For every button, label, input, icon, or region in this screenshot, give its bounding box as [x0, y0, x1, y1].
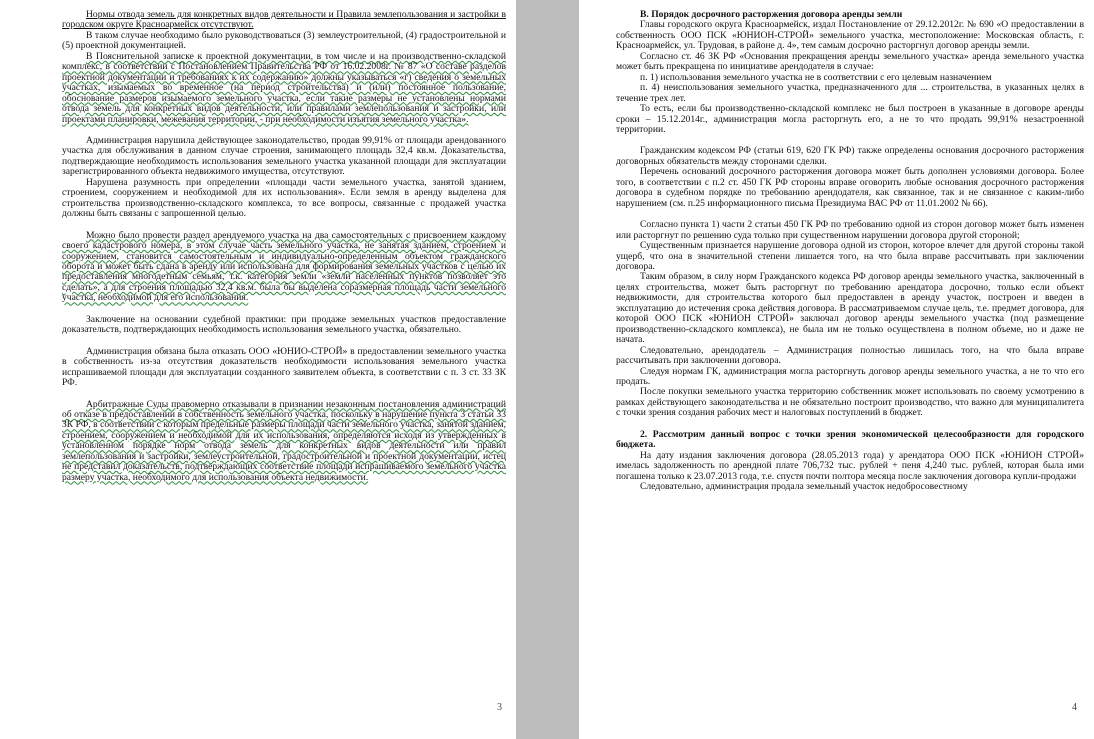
paragraph: Администрация обязана была отказать ООО «ЮНИО-СТРОЙ» в предоставлении земельного участка в собственность из-за отсутствия доказательств необходимости использования земельного участка испрашиваемой площади для эксплуатации созданного заявителем объекта, в соответствии с п. 3 ст. 33 ЗК РФ. — [62, 345, 506, 389]
paragraph: Нарушена разумность при определении «площади части земельного участка, занятой зданием, строением, сооружением и необходимой для их использования». Если земля в аренду выделена для строительства производственно-складского комплекса, то все вопросы, связанные с продажей участка должны быть связаны с запрошенной целью. — [62, 176, 506, 220]
section-heading: 2. Рассмотрим данный вопрос с точки зрения экономической целесообразности для городского бюджета. — [616, 428, 1084, 451]
paragraph: Согласно пункта 1) части 2 статьи 450 ГК РФ по требованию одной из сторон договор может быть изменен или расторгнут по решению суда только при существенном нарушении договора другой стороной; — [616, 219, 1084, 241]
paragraph: п. 1) использования земельного участка не в соответствии с его целевым назначением — [640, 71, 992, 83]
page-3 — [0, 0, 516, 739]
paragraph: Существенным признается нарушение договора одной из сторон, которое влечет для другой стороны такой ущерб, что она в значительной степени лишается того, на что была вправе рассчитывать при заключении договора. — [616, 240, 1084, 272]
page-4-body — [616, 10, 1084, 492]
paragraph: Следовательно, администрация продала земельный участок недобросовестному — [640, 481, 968, 493]
paragraph: Гражданским кодексом РФ (статьи 619, 620 ГК РФ) также определены основания досрочного расторжения договорных обязательств между сторонами сделки. — [616, 145, 1084, 167]
paragraph: На дату издания заключения договора (28.05.2013 года) у арендатора ООО ПСК «ЮНИОН СТРОЙ» имелась задолженность по арендной плате 706,732 тыс. рублей + пеня 4,240 тыс. рублей, которая была ими погашена только к 23.07.2013 года, т.е. спустя почти полтора месяца после заключения договора купли-продажи — [616, 449, 1084, 482]
paragraph: Главы городского округа Красноармейск, издал Постановление от 29.12.2012г. № 690 «О предоставлении в собственность ООО ПСК «ЮНИОН-СТРОЙ» земельного участка, местоположение: Московская область, г. Красноармейск, ул. Трудовая, в районе д. 4», тем самым досрочно расторгнул договор аренды земли. — [616, 19, 1084, 52]
paragraph: Таким образом, в силу норм Гражданского кодекса РФ договор аренды земельного участка, заключенный в целях строительства, может быть расторгнут по требованию арендатора досрочно, только если объект недвижимости, для строительства которого был предоставлен в аренду участок, построен и введен в эксплуатацию до истечения срока действия договора. В рассматриваемом случае цель, т.е. предмет договора, для которой ООО ПСК «ЮНИОН СТРОЙ» заключал договор аренды земельного участка (под размещение производственно-складского комплекса), не была им не только осуществлена в полном объеме, но и даже не начата. — [616, 271, 1084, 346]
page-gap — [516, 0, 579, 739]
page-3-body — [62, 10, 506, 483]
paragraph: Заключение на основании судебной практики: при продаже земельных участков предоставление доказательств, подтверждающих необходимость использования земельного участка, обязательно. — [62, 313, 506, 336]
paragraph: Нормы отвода земель для конкретных видов деятельности и Правила землепользования и застройки в городском округе Красноармейск отсутствуют. — [62, 9, 506, 31]
paragraph-gap — [62, 389, 506, 400]
paragraph: Перечень оснований досрочного расторжения договора может быть дополнен условиями договора. Более того, в соответствии с п.2 ст. 450 ГК РФ стороны вправе оговорить любые основания досрочного расторжения договора в судебном порядке по требованию арендодателя, как связанное, так и не связанное с каким-либо нарушением (см. п.25 информационного письма Президиума ВАС РФ от 11.01.2002 № 66). — [616, 166, 1084, 209]
paragraph: Согласно ст. 46 ЗК РФ «Основания прекращения аренды земельного участка» аренда земельного участка может быть прекращена по инициативе арендодателя в случае: — [616, 50, 1084, 73]
page-number: 4 — [1072, 701, 1077, 713]
paragraph: После покупки земельного участка территорию собственник может использовать по своему усмотрению в рамках действующего законодательства и не обязательно построит производство, что важно для муниципалитета с точки зрения создания рабочих мест и налоговых поступлений в бюджет. — [616, 386, 1084, 419]
page-number: 3 — [497, 701, 502, 713]
paragraph: В таком случае необходимо было руководствоваться (3) землеустроительной, (4) градостроительной и (5) проектной документацией. — [62, 29, 506, 52]
paragraph-gap — [62, 220, 506, 231]
paragraph: Можно было провести раздел арендуемого участка на два самостоятельных с присвоением каждому своего кадастрового номера, в этом случае часть земельного участка, не занятая зданием, строением и сооружением, становится самостоятельным и индивидуально-определенным объектом гражданского оборота и может быть сдана в аренду или использована для формирования земельных участков с целью их предоставления многодетным семьям, т.к. категория земли «земли населенных пунктов позволяет это сделать», а для строения площадью 32,4 кв.м. была бы выделена соразмерная площадь части земельного участка, необходимой для его использования. — [62, 229, 506, 304]
paragraph: п. 4) неиспользования земельного участка, предназначенного для ... строительства, в указанных целях в течение трех лет. — [616, 82, 1084, 104]
paragraph: Следовательно, арендодатель – Администрация полностью лишилась того, на что была вправе рассчитывать при заключении договора. — [616, 344, 1084, 367]
section-heading: В. Порядок досрочного расторжения договора аренды земли — [640, 9, 903, 20]
paragraph: В Пояснительной записке к проектной документации, в том числе и на производственно-складской комплекс, в соответствии с Постановлением Правительства РФ от 16.02.2008г. № 87 «О составе разделов проектной документации и требованиях к их содержанию» должны указываться «г) сведения о земельных участках, изымаемых во временное (на период строительства) и (или) постоянное пользование, обоснование размеров изымаемого земельного участка, если такие размеры не установлены нормами отвода земель для конкретных видов деятельности, или правилами землепользования и застройки, или проектами планировки, межевания территории, - при необходимости изъятия земельного участка». — [62, 50, 506, 125]
paragraph: Администрация нарушила действующее законодательство, продав 99,91% от площади арендованного участка для обслуживания в данном случае строения, занимающего площадь 32,4 кв.м. Доказательства, подтверждающие необходимость использования земельного участка указанной площади для эксплуатации зарегистрированного объекта недвижимого имущества, отсутствуют. — [62, 134, 506, 178]
paragraph: Арбитражные Суды правомерно отказывали в признании незаконным постановления администраций об отказе в предоставлении в собственность земельного участка, поскольку в нарушение пункта 3 статьи 33 ЗК РФ, в соответствии с которым предельные размеры площади части земельного участка, занятой зданием, строением, сооружением и необходимой для их использования, определяются исходя из утвержденных в установленном порядке норм отвода земель для конкретных видов деятельности или правил землепользования и застройки, землеустроительной, градостроительной и проектной документации, истец не представил доказательств, подтверждающих соответствие площади испрашиваемого земельного участка размеру участка, необходимого для использования объекта недвижимости. — [62, 398, 506, 483]
page-4 — [579, 0, 1094, 739]
paragraph: Следуя нормам ГК, администрация могла расторгнуть договор аренды земельного участка, а не то что его продать. — [616, 365, 1084, 387]
paragraph: То есть, если бы производственно-складской комплекс не был построен в указанные в договоре аренды сроки – 15.12.2014г., администрация могла расторгнуть его, а не то что продать 99,91% незастроенной территории. — [616, 103, 1084, 135]
